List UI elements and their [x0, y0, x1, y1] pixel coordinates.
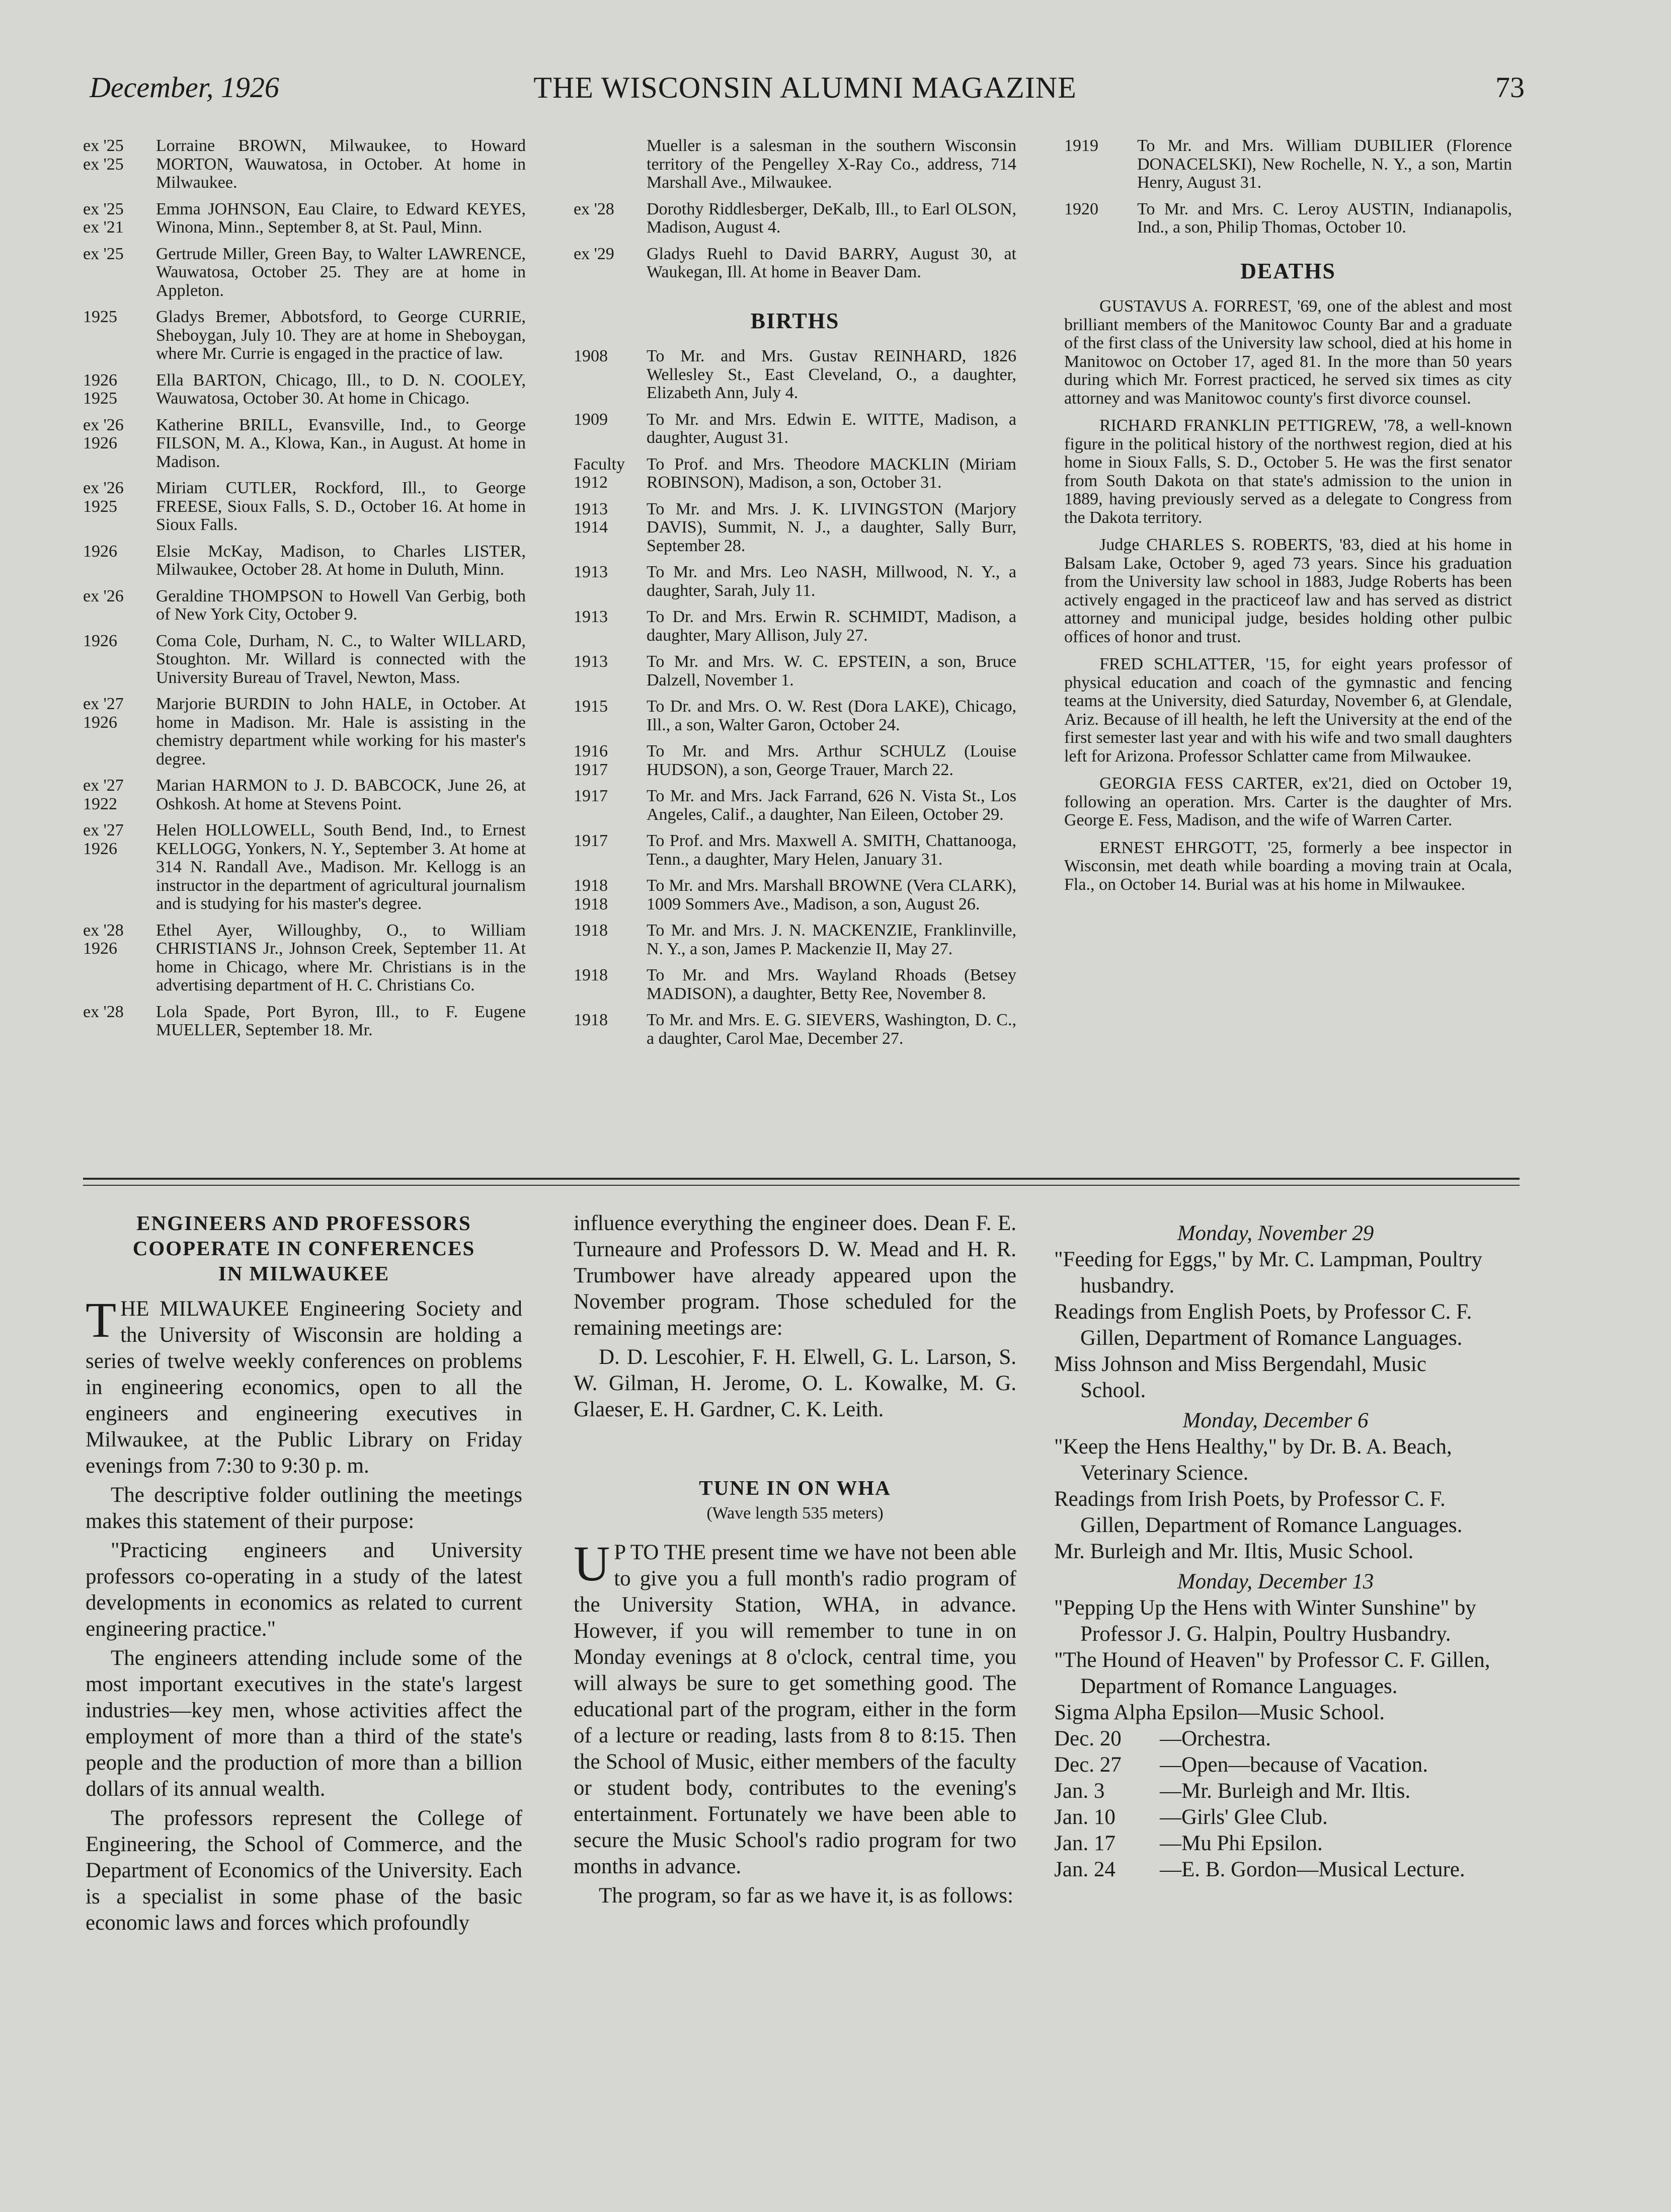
birth-entry [574, 563, 1016, 600]
entry-years: ex '26 [83, 586, 124, 605]
schedule-date: Jan. 3 [1054, 1779, 1105, 1803]
marriage-entry [574, 245, 1016, 282]
program-item: "Feeding for Eggs," by Mr. C. Lampman, Poultry husbandry. [1054, 1248, 1482, 1298]
marriage-entry [574, 200, 1016, 237]
entry-years: ex '25 [83, 244, 124, 263]
program-item: "Keep the Hens Healthy," by Dr. B. A. Beach, Veterinary Science. [1054, 1435, 1452, 1485]
entry-years: ex '27 1926 [83, 695, 124, 732]
article-paragraph: The program, so far as we have it, is as follows: [599, 1884, 1013, 1908]
schedule-date: Jan. 24 [1054, 1858, 1116, 1881]
section-divider [83, 1178, 1520, 1180]
program-item: Readings from Irish Poets, by Professor C. F. Gillen, Department of Romance Languages. [1054, 1487, 1463, 1537]
entry-years: 1915 [574, 697, 608, 716]
entry-text: To Mr. and Mrs. Marshall BROWNE (Vera CLARK), 1009 Sommers Ave., Madison, a son, August 26. [647, 876, 1016, 913]
heading-line: ENGINEERS AND PROFESSORS [136, 1211, 471, 1235]
birth-entry [574, 653, 1016, 690]
entry-text: To Prof. and Mrs. Theodore MACKLIN (Miriam ROBINSON), Madison, a son, October 31. [647, 454, 1016, 492]
entry-text: To Dr. and Mrs. O. W. Rest (Dora LAKE), Chicago, Ill., a son, Walter Garon, October 24. [647, 697, 1016, 734]
entry-years: 1917 [574, 831, 608, 850]
entry-text: To Mr. and Mrs. Jack Farrand, 626 N. Vista St., Los Angeles, Calif., a daughter, Nan Eileen, October 29. [647, 787, 1016, 824]
program-item: Miss Johnson and Miss Bergendahl, Music School. [1054, 1352, 1426, 1402]
births-heading: BIRTHS [750, 308, 840, 333]
entry-years: Faculty 1912 [574, 454, 625, 492]
article-paragraph [86, 1292, 522, 1479]
entry-text: Ethel Ayer, Willoughby, O., to William CHRISTIANS Jr., Johnson Creek, September 11. At home in Chicago, where Mr. Christians is in the advertising department of H. C. Christians Co. [156, 921, 526, 995]
program-day: Monday, December 13 [1177, 1570, 1374, 1593]
marriage-entry [83, 543, 526, 579]
entry-text: Geraldine THOMPSON to Howell Van Gerbig, both of New York City, October 9. [156, 586, 526, 624]
entry-years: ex '25 ex '21 [83, 199, 124, 237]
program-day: Monday, November 29 [1177, 1222, 1374, 1245]
birth-entry [574, 608, 1016, 645]
entry-years: 1926 1925 [83, 370, 117, 408]
entry-years: 1920 [1064, 199, 1098, 218]
article-paragraph: D. D. Lescohier, F. H. Elwell, G. L. Larson, S. W. Gilman, H. Jerome, O. L. Kowalke, M. G. Glaeser, E. H. Gardner, C. K. Leith. [574, 1345, 1016, 1421]
entry-years: 1919 [1064, 136, 1098, 155]
paragraph-text: HE MILWAUKEE Engineering Society and the University of Wisconsin are holding a series of twelve weekly conferences on problems in engineering economics, open to all the engineers and engineering executives in Milwaukee, at the Public Library on Friday evenings from 7:30 to 9:30 p. m. [86, 1297, 522, 1478]
article-paragraph: The professors represent the College of Engineering, the School of Commerce, and the Department of Economics of the University. Each is a specialist in some phase of the basic economic laws and forces which profoundly [86, 1806, 522, 1935]
article-paragraph [574, 1536, 1016, 1880]
obituary-paragraph: GEORGIA FESS CARTER, ex'21, died on October 19, following an operation. Mrs. Carter is the daughter of Mrs. George E. Fess, Madison, and the wife of Warren Carter. [1064, 774, 1512, 829]
issue-date: December, 1926 [90, 71, 279, 104]
birth-entry [574, 347, 1016, 403]
entry-text: Marian HARMON to J. D. BABCOCK, June 26, at Oshkosh. At home at Stevens Point. [156, 776, 526, 813]
program-day: Monday, December 6 [1182, 1409, 1369, 1432]
entry-text: To Mr. and Mrs. W. C. EPSTEIN, a son, Bruce Dalzell, November 1. [647, 652, 1016, 690]
entry-years: ex '28 [574, 199, 614, 218]
birth-entry [1064, 137, 1512, 192]
schedule-text: —Open—because of Vacation. [1160, 1753, 1428, 1777]
schedule-text: —E. B. Gordon—Musical Lecture. [1160, 1858, 1465, 1881]
entry-text: To Mr. and Mrs. William DUBILIER (Florence DONACELSKI), New Rochelle, N. Y., a son, Martin Henry, August 31. [1137, 136, 1512, 192]
birth-entry [574, 877, 1016, 913]
program-item: "The Hound of Heaven" by Professor C. F. Gillen, Department of Romance Languages. [1054, 1648, 1490, 1698]
schedule-date: Jan. 10 [1054, 1805, 1116, 1829]
birth-entry [574, 411, 1016, 447]
schedule-row [1054, 1752, 1497, 1778]
entry-years: 1926 [83, 542, 117, 561]
entry-years: 1908 [574, 347, 608, 365]
birth-entry [574, 1011, 1016, 1048]
entry-text: To Mr. and Mrs. C. Leroy AUSTIN, Indianapolis, Ind., a son, Philip Thomas, October 10. [1137, 199, 1512, 237]
marriage-entry [83, 245, 526, 300]
marriage-entry [83, 308, 526, 363]
marriage-entry [83, 922, 526, 995]
entry-years: ex '25 ex '25 [83, 136, 124, 174]
entry-text: To Prof. and Mrs. Maxwell A. SMITH, Chattanooga, Tenn., a daughter, Mary Helen, January 31. [647, 831, 1016, 869]
entry-years: ex '28 1926 [83, 921, 124, 958]
schedule-date: Dec. 27 [1054, 1753, 1122, 1777]
entry-text: Lorraine BROWN, Milwaukee, to Howard MORTON, Wauwatosa, in October. At home in Milwaukee. [156, 136, 526, 192]
marriage-entry [83, 821, 526, 913]
schedule-text: —Orchestra. [1160, 1727, 1271, 1750]
deaths-heading: DEATHS [1240, 258, 1336, 283]
obituary-paragraph: RICHARD FRANKLIN PETTIGREW, '78, a well-known figure in the political history of the northwest region, died at his home in Sioux Falls, S. D., October 5. He was the first senator from South Dakota on that state's admission to the union in 1889, having previously served as a delegate to Congress from the Dakota territory. [1064, 416, 1512, 527]
article-paragraph: The engineers attending include some of the most important executives in the state's largest industries—key men, whose activities affect the employment of more than a third of the state's people and the production of more than a billion dollars of its annual wealth. [86, 1646, 522, 1801]
entry-years [574, 137, 647, 192]
entry-years: 1918 1918 [574, 876, 608, 913]
drop-cap: T [86, 1292, 117, 1348]
entry-years: 1918 [574, 1011, 608, 1029]
marriage-entry [83, 371, 526, 408]
entry-text: To Dr. and Mrs. Erwin R. SCHMIDT, Madison, a daughter, Mary Allison, July 27. [647, 607, 1016, 645]
engineers-article [86, 1210, 522, 1939]
entry-years: 1913 1914 [574, 499, 608, 537]
obituary-paragraph: GUSTAVUS A. FORREST, '69, one of the ablest and most brilliant members of the Manitowoc County Bar and a graduate of the first class of the University law school, died at his home in Manitowoc on October 17, aged 81. In the more than 50 years during which Mr. Forrest practiced, he served six times as city attorney and was Manitowoc county's first divorce counsel. [1064, 297, 1512, 408]
paragraph-text: P TO THE present time we have not been able to give you a full month's radio program of the University Station, WHA, in advance. However, if you will remember to tune in on Monday evenings at 8 o'clock, central time, you will always be sure to get something good. The educational part of the program, either in the form of a lecture or reading, lasts from 8 to 8:15. Then the School of Music, either members of the faculty or student body, contributes to the evening's entertainment. Fortunately we have been able to secure the Music School's radio program for two months in advance. [574, 1541, 1016, 1878]
birth-entry [574, 455, 1016, 492]
entry-years: 1925 [83, 308, 117, 326]
entry-years: 1913 [574, 652, 608, 671]
entry-years: 1926 [83, 631, 117, 650]
entry-text: To Mr. and Mrs. Leo NASH, Millwood, N. Y., a daughter, Sarah, July 11. [647, 563, 1016, 600]
entry-years: 1913 [574, 607, 608, 626]
marriage-entry [83, 416, 526, 472]
entry-text: Helen HOLLOWELL, South Bend, Ind., to Ernest KELLOGG, Yonkers, N. Y., September 3. At home at 314 N. Randall Ave., Madison. Mr. Kellogg is an instructor in the department of agricultural journalism and is studying for his master's degree. [156, 821, 526, 913]
birth-entry [574, 922, 1016, 958]
schedule-text: —Mr. Burleigh and Mr. Iltis. [1160, 1779, 1411, 1803]
entry-years: 1918 [574, 966, 608, 984]
entry-years: 1909 [574, 410, 608, 429]
wha-heading: TUNE IN ON WHA [699, 1476, 891, 1499]
schedule-date: Jan. 17 [1054, 1832, 1116, 1855]
entry-text: To Mr. and Mrs. Wayland Rhoads (Betsey MADISON), a daughter, Betty Ree, November 8. [647, 966, 1016, 1003]
marriage-entry [83, 587, 526, 624]
schedule-text: —Girls' Glee Club. [1160, 1805, 1328, 1829]
schedule-row [1054, 1804, 1497, 1830]
marriage-entry [83, 1003, 526, 1040]
entry-years: ex '29 [574, 244, 614, 263]
entry-text: Dorothy Riddlesberger, DeKalb, Ill., to Earl OLSON, Madison, August 4. [647, 199, 1016, 237]
entry-text: Katherine BRILL, Evansville, Ind., to George FILSON, M. A., Klowa, Kan., in August. At home in Madison. [156, 415, 526, 471]
entry-years: 1918 [574, 921, 608, 940]
program-item: "Pepping Up the Hens with Winter Sunshine" by Professor J. G. Halpin, Poultry Husbandry. [1054, 1596, 1476, 1646]
magazine-title: THE WISCONSIN ALUMNI MAGAZINE [533, 71, 1077, 104]
marriage-entry [83, 479, 526, 535]
marriage-entry [83, 200, 526, 237]
article-paragraph: influence everything the engineer does. Dean F. E. Turneaure and Professors D. W. Mead and H. R. Trumbower have already appeared upon the November program. Those scheduled for the remaining meetings are: [574, 1211, 1016, 1340]
marriage-entry [83, 777, 526, 813]
entry-years: ex '27 1926 [83, 821, 124, 858]
entry-text: Mueller is a salesman in the southern Wisconsin territory of the Pengelley X-Ray Co., address, 714 Marshall Ave., Milwaukee. [647, 136, 1016, 192]
entry-years: ex '27 1922 [83, 776, 124, 813]
program-item: Mr. Burleigh and Mr. Iltis, Music School. [1054, 1540, 1414, 1563]
program-item: Readings from English Poets, by Professor C. F. Gillen, Department of Romance Languages. [1054, 1300, 1472, 1350]
entry-text: To Mr. and Mrs. E. G. SIEVERS, Washington, D. C., a daughter, Carol Mae, December 27. [647, 1011, 1016, 1048]
birth-entry [574, 500, 1016, 556]
entry-text: Coma Cole, Durham, N. C., to Walter WILLARD, Stoughton. Mr. Willard is connected with the University Bureau of Travel, Newton, Mass. [156, 631, 526, 687]
entry-text: To Mr. and Mrs. J. N. MACKENZIE, Franklinville, N. Y., a son, James P. Mackenzie II, May 27. [647, 921, 1016, 958]
entry-text: Marjorie BURDIN to John HALE, in October. At home in Madison. Mr. Hale is assisting in the chemistry department while working for his master's degree. [156, 695, 526, 769]
radio-program [1054, 1221, 1497, 1883]
obituary-paragraph: ERNEST EHRGOTT, '25, formerly a bee inspector in Wisconsin, met death while boarding a moving train at Ocala, Fla., on October 14. Burial was at his home in Milwaukee. [1064, 838, 1512, 894]
schedule-text: —Mu Phi Epsilon. [1160, 1832, 1323, 1855]
entry-text: Ella BARTON, Chicago, Ill., to D. N. COOLEY, Wauwatosa, October 30. At home in Chicago. [156, 370, 526, 408]
births-column-2 [574, 137, 1016, 1056]
entry-text: To Mr. and Mrs. Gustav REINHARD, 1826 Wellesley St., East Cleveland, O., a daughter, Elizabeth Ann, July 4. [647, 347, 1016, 402]
schedule-row [1054, 1726, 1497, 1752]
entry-text: Emma JOHNSON, Eau Claire, to Edward KEYES, Winona, Minn., September 8, at St. Paul, Minn. [156, 199, 526, 237]
entry-years: ex '26 1925 [83, 479, 124, 516]
entry-years: 1917 [574, 787, 608, 805]
marriage-entry [83, 137, 526, 192]
entry-text: Gertrude Miller, Green Bay, to Walter LAWRENCE, Wauwatosa, October 25. They are at home in Appleton. [156, 244, 526, 300]
schedule-date: Dec. 20 [1054, 1727, 1122, 1750]
marriage-entry [83, 632, 526, 688]
entry-text: Gladys Bremer, Abbotsford, to George CURRIE, Sheboygan, July 10. They are at home in Sheboygan, where Mr. Currie is engaged in the practice of law. [156, 308, 526, 363]
marriages-column-1 [83, 137, 526, 1048]
heading-line: COOPERATE IN CONFERENCES [132, 1237, 475, 1260]
entry-text: Lola Spade, Port Byron, Ill., to F. Eugene MUELLER, September 18. Mr. [156, 1002, 526, 1039]
heading-line: IN MILWAUKEE [218, 1262, 390, 1285]
wha-article [574, 1210, 1016, 1912]
birth-entry [574, 832, 1016, 869]
marriage-entry [574, 137, 1016, 192]
birth-entry [574, 698, 1016, 734]
schedule-row [1054, 1830, 1497, 1857]
schedule-intro: Sigma Alpha Epsilon—Music School. [1054, 1701, 1385, 1724]
entry-text: To Mr. and Mrs. Edwin E. WITTE, Madison, a daughter, August 31. [647, 410, 1016, 447]
deaths-column-3 [1064, 137, 1512, 903]
schedule-row [1054, 1778, 1497, 1804]
article-heading [86, 1210, 522, 1286]
page-header [86, 70, 1525, 111]
entry-years: 1916 1917 [574, 742, 608, 779]
schedule-row [1054, 1857, 1497, 1883]
marriage-entry [83, 695, 526, 769]
entry-years: 1913 [574, 563, 608, 581]
obituary-paragraph: FRED SCHLATTER, '15, for eight years professor of physical education and coach of the gymnastic and fencing teams at the University, died Saturday, November 6, at Glendale, Ariz. Because of ill health, he left the University at the end of the first semester last year and with his wife and two small daughters left for Arizona. Professor Schlatter came from Milwaukee. [1064, 655, 1512, 766]
entry-text: Miriam CUTLER, Rockford, Ill., to George FREESE, Sioux Falls, S. D., October 16. At home in Sioux Falls. [156, 479, 526, 534]
drop-cap: U [574, 1536, 610, 1591]
entry-text: To Mr. and Mrs. Arthur SCHULZ (Louise HUDSON), a son, George Trauer, March 22. [647, 742, 1016, 779]
birth-entry [574, 966, 1016, 1003]
birth-entry [1064, 200, 1512, 237]
section-divider [83, 1185, 1520, 1186]
article-paragraph: The descriptive folder outlining the meetings makes this statement of their purpose: [86, 1483, 522, 1533]
article-paragraph: "Practicing engineers and University professors co-operating in a study of the latest developments in economics as related to current engineering practice." [86, 1539, 522, 1641]
entry-years: ex '26 1926 [83, 415, 124, 452]
obituary-paragraph: Judge CHARLES S. ROBERTS, '83, died at his home in Balsam Lake, October 9, aged 73 years. Since his graduation from the University law school in 1883, Judge Roberts has been actively engaged in the practiceof law and has served as district attorney and municipal judge, besides holding other pulbic offices of honor and trust. [1064, 536, 1512, 646]
entry-text: To Mr. and Mrs. J. K. LIVINGSTON (Marjory DAVIS), Summit, N. J., a daughter, Sally Burr, September 28. [647, 499, 1016, 555]
entry-years: ex '28 [83, 1002, 124, 1021]
wha-subheading: (Wave length 535 meters) [706, 1504, 884, 1522]
birth-entry [574, 742, 1016, 779]
page-number: 73 [1495, 71, 1525, 104]
birth-entry [574, 787, 1016, 824]
entry-text: Gladys Ruehl to David BARRY, August 30, at Waukegan, Ill. At home in Beaver Dam. [647, 244, 1016, 281]
entry-text: Elsie McKay, Madison, to Charles LISTER, Milwaukee, October 28. At home in Duluth, Minn. [156, 542, 526, 579]
